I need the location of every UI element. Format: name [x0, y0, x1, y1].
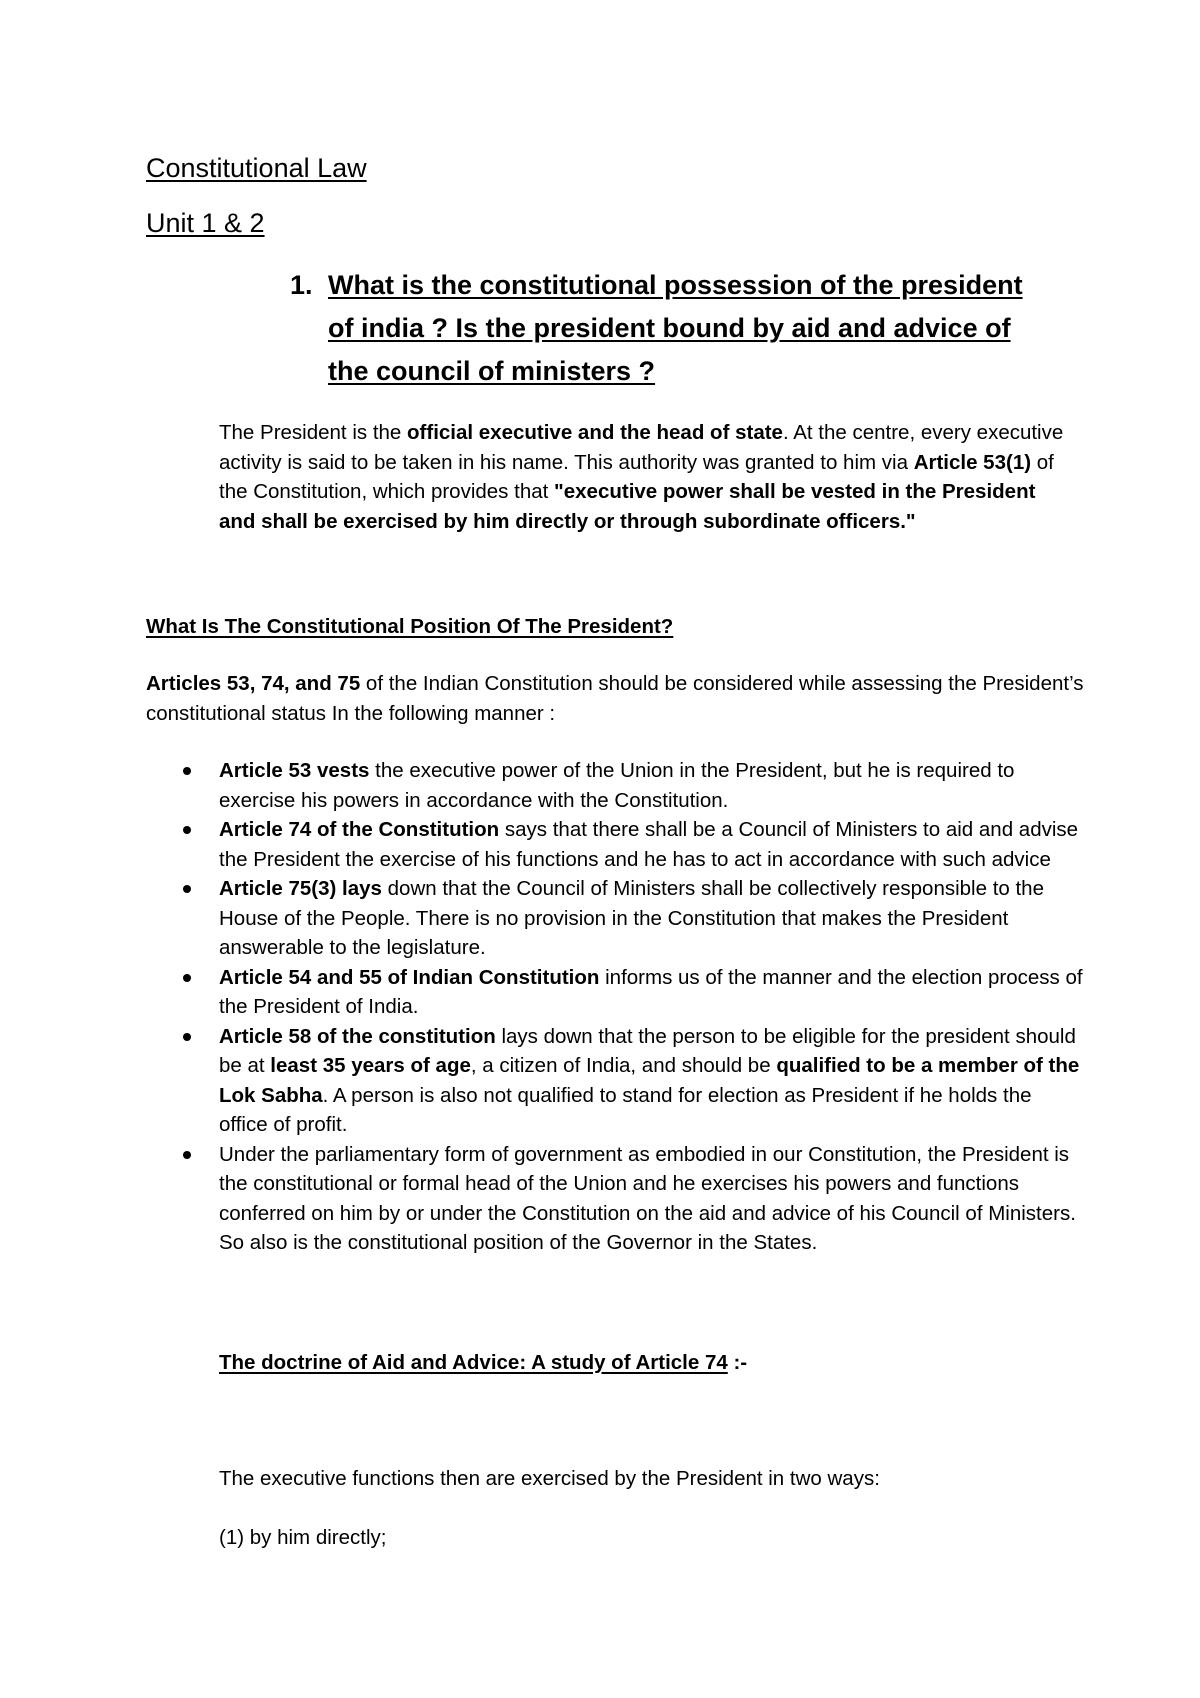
articles-intro-bold: Articles 53, 74, and 75 [146, 672, 361, 695]
bullet-icon [183, 1033, 191, 1041]
question-line-1: What is the constitutional possession of the president [328, 270, 1023, 300]
bullet-list [183, 756, 1083, 1258]
question-line-3: the council of ministers ? [328, 356, 656, 386]
intro-bold-1: official executive and the head of state [407, 421, 783, 444]
unit-heading: Unit 1 & 2 [146, 208, 265, 238]
section-heading-position: What Is The Constitutional Position Of The President? [146, 615, 674, 638]
list-item [183, 1140, 1083, 1258]
bullet-icon [183, 767, 191, 775]
question-heading [328, 264, 1088, 393]
list-item-text: informs us of the manner and the election process of the President of India. [219, 965, 1083, 1018]
articles-intro-text: of the Indian Constitution should be considered while assessing the President’s constitutional status In the following manner : [146, 672, 1084, 725]
directly-line: (1) by him directly; [219, 1526, 387, 1549]
list-item [183, 963, 1083, 1022]
section-heading-aid-advice [219, 1348, 747, 1377]
list-item-bold-lok-sabha: qualified to be a member of the Lok Sabha [219, 1054, 1080, 1107]
list-item-bold: Article 53 vests [219, 759, 370, 782]
intro-bold-2: Article 53(1) [913, 450, 1032, 474]
list-item-text: lays down that the person to be eligible for the president should be at [219, 1024, 1076, 1077]
list-item-bold: Article 74 of the Constitution [219, 818, 500, 841]
list-item [183, 874, 1083, 963]
list-item-text: the executive power of the Union in the President, but he is required to exercise his powers in accordance with the Constitution. [219, 759, 1015, 812]
list-item-bold-age: least 35 years of age [270, 1054, 471, 1077]
list-item [183, 1022, 1083, 1140]
list-item-text: says that there shall be a Council of Ministers to aid and advise the President the exercise of his functions and he has to act in accordance with such advice [219, 818, 1079, 871]
list-item [183, 815, 1083, 874]
intro-text-1: The President is the [219, 421, 408, 444]
list-item-text-3: . A person is also not qualified to stand for election as President if he holds the office of profit. [219, 1083, 1032, 1136]
bullet-icon [183, 974, 191, 982]
articles-intro-paragraph [146, 669, 1086, 728]
bullet-icon [183, 1151, 191, 1159]
list-item-text-2: , a citizen of India, and should be [470, 1054, 777, 1077]
document-title: Constitutional Law [146, 153, 367, 183]
list-item-bold: Article 54 and 55 of Indian Constitution [219, 965, 600, 989]
question-line-2: of india ? Is the president bound by aid and advice of [328, 313, 1011, 343]
list-item-bold: Article 58 of the constitution [219, 1024, 496, 1048]
list-item [183, 756, 1083, 815]
exec-functions-line: The executive functions then are exercised by the President in two ways: [219, 1467, 880, 1490]
list-item-bold: Article 75(3) lays [219, 877, 382, 900]
question-number: 1. [290, 270, 313, 300]
list-item-text: down that the Council of Ministers shall be collectively responsible to the House of the People. There is no provision in the Constitution that makes the President answerable to the legislature. [219, 877, 1044, 959]
bullet-icon [183, 885, 191, 893]
intro-bold-3: "executive power shall be vested in the President and shall be exercised by him directly or through subordinate officers." [219, 480, 1036, 533]
intro-text-2: . At the centre, every executive activity is said to be taken in his name. This authority was granted to him via [219, 421, 1064, 474]
bullet-icon [183, 826, 191, 834]
section-heading-aid-advice-text: The doctrine of Aid and Advice: A study of Article 74 [219, 1351, 728, 1374]
intro-paragraph [219, 418, 1069, 536]
list-item-text: Under the parliamentary form of government as embodied in our Constitution, the President is the constitutional or formal head of the Union and he exercises his powers and functions conferred on him by or under the Constitution on the aid and advice of his Council of Ministers. So also is the constitutional position of the Governor in the States. [219, 1142, 1076, 1254]
section-heading-suffix: :- [727, 1351, 748, 1374]
intro-text-3: of the Constitution, which provides that [219, 450, 1054, 503]
